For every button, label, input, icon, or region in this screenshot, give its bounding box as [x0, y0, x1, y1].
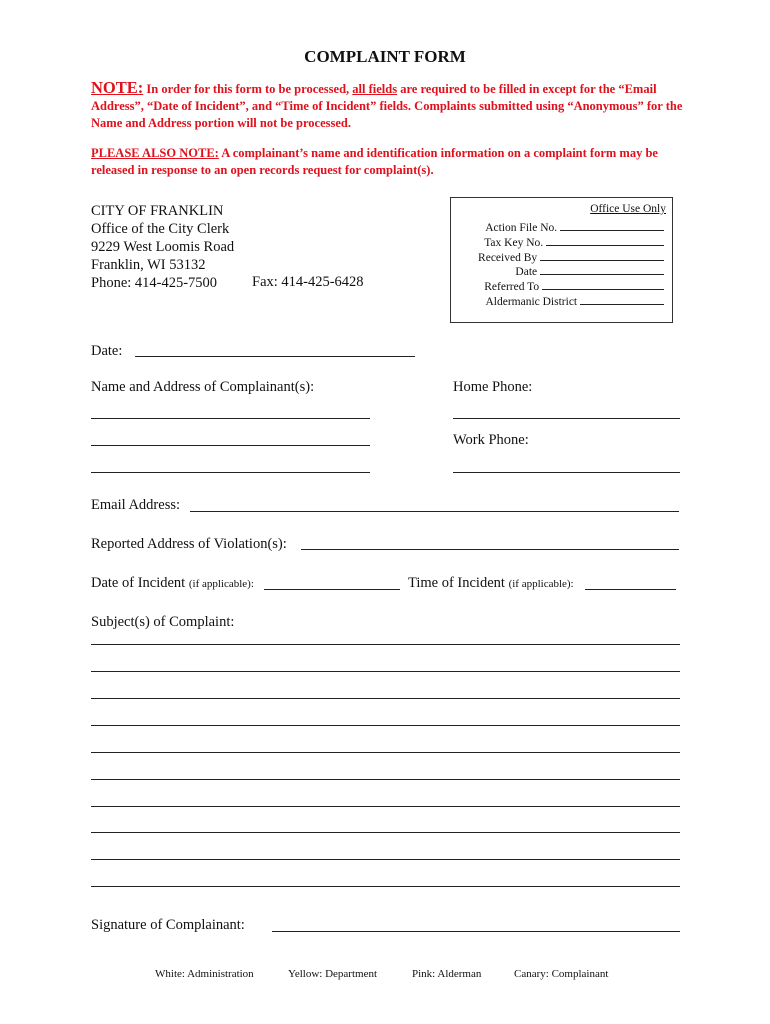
signature-input-line[interactable] — [272, 931, 680, 932]
email-input-line[interactable] — [190, 511, 679, 512]
date-input-line[interactable] — [135, 356, 415, 357]
subject-line[interactable] — [91, 671, 680, 672]
city-address-block — [91, 202, 234, 292]
name-address-line-3[interactable] — [91, 472, 370, 473]
subject-line[interactable] — [91, 832, 680, 833]
subject-line[interactable] — [91, 859, 680, 860]
footer-canary-copy: Canary: Complainant — [514, 968, 609, 980]
office-row-action-file: Action File No. — [485, 220, 664, 234]
date-label: Date: — [91, 343, 123, 359]
office-row-referred-to: Referred To — [484, 279, 664, 293]
work-phone-input-line[interactable] — [453, 472, 680, 473]
subject-line[interactable] — [91, 806, 680, 807]
violation-address-label: Reported Address of Violation(s): — [91, 536, 287, 552]
fax-number: Fax: 414-425-6428 — [252, 274, 364, 290]
violation-address-input-line[interactable] — [301, 549, 679, 550]
also-note-paragraph — [91, 145, 691, 179]
footer-pink-copy: Pink: Alderman — [412, 968, 482, 980]
name-address-line-1[interactable] — [91, 418, 370, 419]
time-of-incident-input-line[interactable] — [585, 589, 676, 590]
home-phone-input-line[interactable] — [453, 418, 680, 419]
subject-line[interactable] — [91, 886, 680, 887]
office-row-received-by: Received By — [478, 250, 664, 264]
subject-line[interactable] — [91, 752, 680, 753]
subject-line[interactable] — [91, 698, 680, 699]
work-phone-label: Work Phone: — [453, 432, 529, 448]
office-row-aldermanic-district: Aldermanic District — [485, 294, 664, 308]
footer-white-copy: White: Administration — [155, 968, 254, 980]
footer-yellow-copy: Yellow: Department — [288, 968, 378, 980]
date-of-incident-label: Date of Incident (if applicable): — [91, 575, 254, 591]
name-address-line-2[interactable] — [91, 445, 370, 446]
subject-line[interactable] — [91, 644, 680, 645]
form-title: COMPLAINT FORM — [304, 47, 466, 66]
phone-number: Phone: 414-425-7500 — [91, 275, 218, 291]
subjects-label: Subject(s) of Complaint: — [91, 614, 235, 630]
note-text-b: are required to be filled in except for the “Email Address”, “Date of Incident”, and “Time of Incident” fields. Complaints submitted using “Anonymous” for the Name and Address portion will not be processed. — [91, 82, 683, 130]
date-of-incident-input-line[interactable] — [264, 589, 400, 590]
email-label: Email Address: — [91, 497, 181, 513]
city-state-zip: Franklin, WI 53132 — [91, 257, 206, 273]
also-note-text: A complainant’s name and identification information on a complaint form may be released in response to an open records request for complaint(s). — [91, 146, 658, 177]
subject-line[interactable] — [91, 779, 680, 780]
office-name: Office of the City Clerk — [91, 221, 230, 237]
note-paragraph — [91, 79, 691, 132]
subject-line[interactable] — [91, 725, 680, 726]
street-address: 9229 West Loomis Road — [91, 239, 235, 255]
note-text-underlined: all fields — [352, 82, 398, 96]
office-use-box — [450, 197, 673, 323]
time-of-incident-label: Time of Incident (if applicable): — [408, 575, 574, 591]
signature-label: Signature of Complainant: — [91, 917, 245, 933]
note-text-a: In order for this form to be processed, — [143, 82, 353, 96]
name-address-label: Name and Address of Complainant(s): — [91, 379, 315, 395]
note-label: NOTE: — [91, 78, 144, 97]
home-phone-label: Home Phone: — [453, 379, 533, 395]
city-name: CITY OF FRANKLIN — [91, 203, 224, 219]
office-row-date: Date — [515, 264, 664, 278]
office-row-tax-key: Tax Key No. — [484, 235, 664, 249]
also-note-label: PLEASE ALSO NOTE: — [91, 146, 219, 160]
office-use-header: Office Use Only — [590, 203, 666, 215]
